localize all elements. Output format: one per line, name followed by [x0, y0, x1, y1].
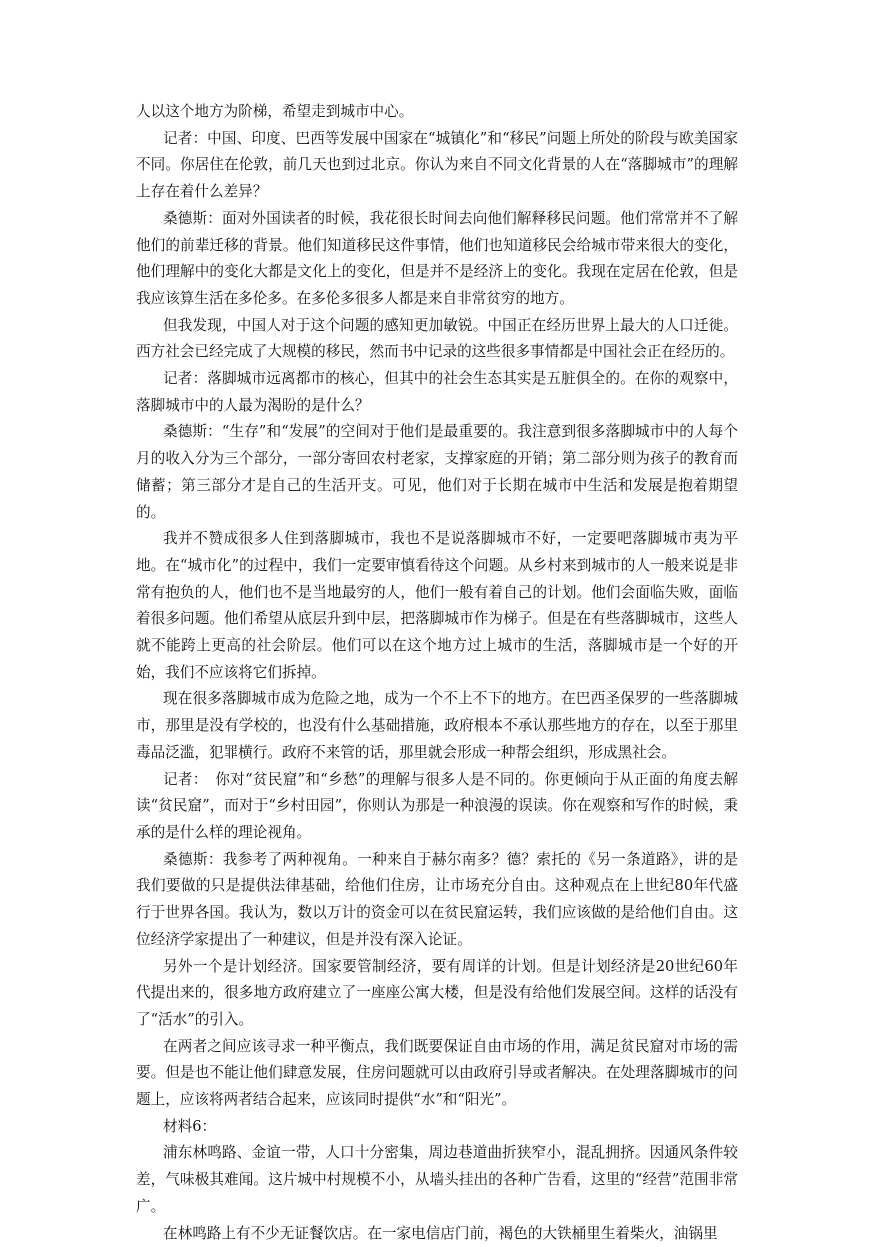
paragraph-reporter-question-2: 记者：落脚城市远离都市的核心，但其中的社会生态其实是五脏俱全的。在你的观察中，落脚城市中的人最为渴盼的是什么？ [136, 370, 738, 414]
paragraph-reporter-question-3: 记者： 你对“贫民窟”和“乡愁”的理解与很多人是不同的。你更倾向于从正面的角度去解读“贫民窟”，而对于“乡村田园”，你则认为那是一种浪漫的误读。你在观察和写作的时候，秉承的是什么样的理论视角。 [136, 770, 738, 841]
paragraph-saunders-answer-1b: 但我发现，中国人对于这个问题的感知更加敏锐。中国正在经历世界上最大的人口迁徙。西方社会已经完成了大规模的移民，然而书中记录的这些很多事情都是中国社会正在经历的。 [136, 316, 738, 361]
paragraph-saunders-answer-3b: 另外一个是计划经济。国家要管制经济，要有周详的计划。但是计划经济是20世纪60年代提出来的，很多地方政府建立了一座座公寓大楼，但是没有给他们发展空间。这样的话没有了“活水”的引入。 [136, 957, 738, 1028]
document-page [136, 99, 738, 1247]
paragraph-saunders-answer-3: 桑德斯：我参考了两种视角。一种来自于赫尔南多？德？索托的《另一条道路》，讲的是我们要做的只是提供法律基础，给他们住房，让市场充分自由。这种观点在上世纪80年代盛行于世界各国。我认为，数以万计的资金可以在贫民窟运转，我们应该做的是给他们自由。这位经济学家提出了一种建议，但是并没有深入论证。 [136, 850, 738, 948]
material-heading: 材料6： [163, 1117, 217, 1135]
paragraph-saunders-answer-2: 桑德斯：“生存”和“发展”的空间对于他们是最重要的。我注意到很多落脚城市中的人每个月的收入分为三个部分，一部分寄回农村老家，支撑家庭的开销；第二部分则为孩子的教育而储蓄；第三部分才是自己的生活开支。可见，他们对于长期在城市中生活和发展是抱着期望的。 [136, 423, 738, 521]
paragraph-material-2: 在林鸣路上有不少无证餐饮店。在一家电信店门前，褐色的大铁桶里生着柴火，油锅里 [163, 1224, 718, 1242]
paragraph-saunders-answer-2c: 现在很多落脚城市成为危险之地，成为一个不上不下的地方。在巴西圣保罗的一些落脚城市，那里是没有学校的，也没有什么基础措施，政府根本不承认那些地方的存在，以至于那里毒品泛滥，犯罪横行。政府不来管的话，那里就会形成一种帮会组织，形成黑社会。 [136, 690, 738, 761]
paragraph-continued: 人以这个地方为阶梯，希望走到城市中心。 [136, 103, 414, 120]
paragraph-saunders-answer-3c: 在两者之间应该寻求一种平衡点，我们既要保证自由市场的作用，满足贫民窟对市场的需要。但是也不能让他们肆意发展，住房问题就可以由政府引导或者解决。在处理落脚城市的问题上，应该将两者结合起来，应该同时提供“水”和“阳光”。 [136, 1037, 738, 1109]
paragraph-saunders-answer-1: 桑德斯：面对外国读者的时候，我花很长时间去向他们解释移民问题。他们常常并不了解他们的前辈迁移的背景。他们知道移民这件事情，他们也知道移民会给城市带来很大的变化，他们理解中的变化大都是文化上的变化，但是并不是经济上的变化。我现在定居在伦敦，但是我应该算生活在多伦多。在多伦多很多人都是来自非常贫穷的地方。 [136, 209, 738, 307]
paragraph-saunders-answer-2b: 我并不赞成很多人住到落脚城市，我也不是说落脚城市不好，一定要吧落脚城市夷为平地。在“城市化”的过程中，我们一定要审慎看待这个问题。从乡村来到城市的人一般来说是非常有抱负的人，他们也不是当地最穷的人，他们一般有着自己的计划。他们会面临失败，面临着很多问题。他们希望从底层升到中层，把落脚城市作为梯子。但是在有些落脚城市，这些人就不能跨上更高的社会阶层。他们可以在这个地方过上城市的生活，落脚城市是一个好的开始，我们不应该将它们拆掉。 [136, 530, 738, 681]
paragraph-reporter-question-1: 记者：中国、印度、巴西等发展中国家在“城镇化”和“移民”问题上所处的阶段与欧美国家不同。你居住在伦敦，前几天也到过北京。你认为来自不同文化背景的人在“落脚城市”的理解上存在着什么差异？ [136, 129, 738, 201]
paragraph-material-1: 浦东林鸣路、金谊一带，人口十分密集，周边巷道曲折狭窄小，混乱拥挤。因通风条件较差，气味极其难闻。这片城中村规模不小，从墙头挂出的各种广告看，这里的“经营”范围非常广。 [136, 1144, 738, 1215]
